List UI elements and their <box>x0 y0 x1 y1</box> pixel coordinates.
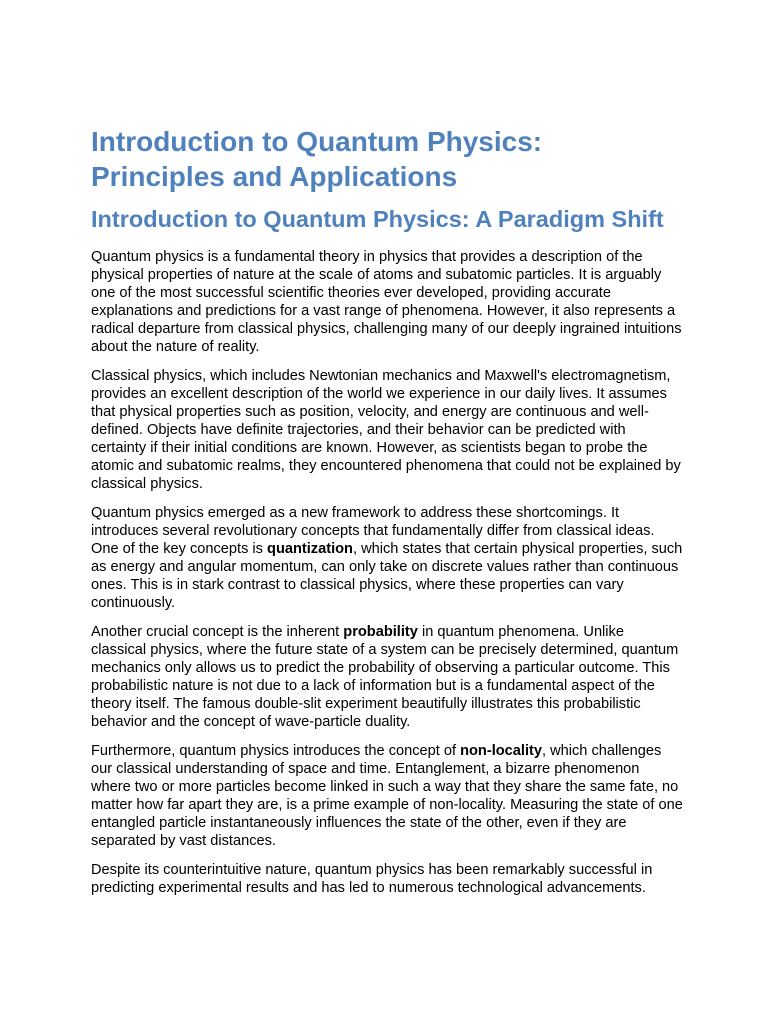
paragraph-classical-physics: Classical physics, which includes Newtonian mechanics and Maxwell's electromagnetism, provides an excellent description of the world we experience in our daily lives. It assumes that physical properties such as position, velocity, and energy are continuous and well-defined. Objects have definite trajectories, and their behavior can be predicted with certainty if their initial conditions are known. However, as scientists began to probe the atomic and subatomic realms, they encountered phenomena that could not be explained by classical physics. <box>91 368 681 492</box>
paragraph-probability <box>91 623 683 731</box>
document-page <box>91 124 683 908</box>
paragraph-text: Furthermore, quantum physics introduces the concept of <box>91 743 461 759</box>
paragraph-text: Another crucial concept is the inherent <box>91 624 344 640</box>
paragraph-text: Quantum physics emerged as a new framework to address these shortcomings. It introduces several revolutionary concepts that fundamentally differ from classical ideas. One of the key concepts is <box>91 505 655 557</box>
term-probability: probability <box>343 624 418 640</box>
paragraph-conclusion: Despite its counterintuitive nature, quantum physics has been remarkably successful in predicting experimental results and has led to numerous technological advancements. <box>91 862 653 896</box>
term-quantization: quantization <box>267 541 353 557</box>
paragraph-quantization <box>91 504 683 612</box>
paragraph-intro: Quantum physics is a fundamental theory in physics that provides a description of the physical properties of nature at the scale of atoms and subatomic particles. It is arguably one of the most successful scientific theories ever developed, providing accurate explanations and predictions for a vast range of phenomena. However, it also represents a radical departure from classical physics, challenging many of our deeply ingrained intuitions about the nature of reality. <box>91 249 682 355</box>
document-title: Introduction to Quantum Physics: Principles and Applications <box>91 126 543 192</box>
paragraph-text: , which states that certain physical properties, such as energy and angular momentum, can only take on discrete values rather than continuous ones. This is in stark contrast to classical physics, where these properties can vary continuously. <box>91 541 683 611</box>
paragraph-text: in quantum phenomena. Unlike classical physics, where the future state of a system can be precisely determined, quantum mechanics only allows us to predict the probability of observing a particular outcome. This probabilistic nature is not due to a lack of information but is a fundamental aspect of the theory itself. The famous double-slit experiment beautifully illustrates this probabilistic behavior and the concept of wave-particle duality. <box>91 624 679 730</box>
term-non-locality: non-locality <box>460 743 542 759</box>
section-heading: Introduction to Quantum Physics: A Paradigm Shift <box>91 206 664 232</box>
paragraph-non-locality <box>91 742 683 850</box>
paragraph-text: , which challenges our classical understanding of space and time. Entanglement, a bizarre phenomenon where two or more particles become linked in such a way that they share the same fate, no matter how far apart they are, is a prime example of non-locality. Measuring the state of one entangled particle instantaneously influences the state of the other, even if they are separated by vast distances. <box>91 743 683 849</box>
